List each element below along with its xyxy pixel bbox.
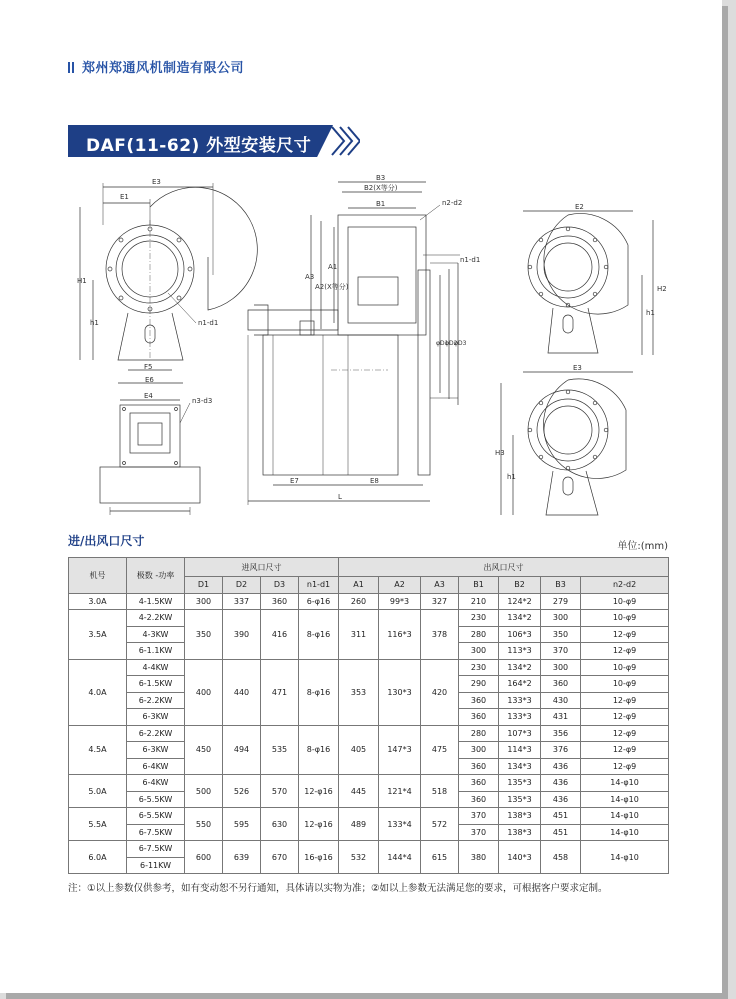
cell-power: 6-2.2KW [127,725,185,742]
cell-b3: 360 [541,676,581,693]
cell-power: 4-2.2KW [127,610,185,627]
header-n2d2: n2-d2 [581,577,669,594]
header-jishu: 极数 -功率 [127,558,185,594]
label-e8: E8 [370,477,379,485]
cell-a2: 144*4 [379,841,421,874]
cell-d3: 416 [261,610,299,660]
cell-n2d2: 12-φ9 [581,643,669,660]
cell-d3: 360 [261,593,299,610]
cell-a2: 99*3 [379,593,421,610]
cell-power: 6-4KW [127,758,185,775]
cell-power: 6-2.2KW [127,692,185,709]
cell-n2d2: 14-φ10 [581,841,669,874]
header-d2: D2 [223,577,261,594]
cell-model: 3.0A [69,593,127,610]
cell-power: 4-4KW [127,659,185,676]
table-row [69,593,669,610]
cell-b3: 458 [541,841,581,874]
cell-power: 6-3KW [127,742,185,759]
cell-b2: 113*3 [499,643,541,660]
cell-a2: 130*3 [379,659,421,725]
cell-n2d2: 12-φ9 [581,692,669,709]
cell-d1: 300 [185,593,223,610]
cell-d3: 630 [261,808,299,841]
cell-b3: 376 [541,742,581,759]
bars-logo-icon [68,61,76,76]
cell-n2d2: 10-φ9 [581,610,669,627]
cell-power: 6-3KW [127,709,185,726]
cell-a1: 532 [339,841,379,874]
label-h1-rear: h1 [646,309,655,317]
dimension-table [68,557,669,874]
base-view [100,392,212,515]
cell-n1d1: 12-φ16 [299,808,339,841]
cell-b3: 370 [541,643,581,660]
cell-a3: 327 [421,593,459,610]
cell-a1: 260 [339,593,379,610]
cell-n2d2: 12-φ9 [581,758,669,775]
cell-d1: 450 [185,725,223,775]
label-h3: H3 [495,449,505,457]
cell-a2: 116*3 [379,610,421,660]
cell-model: 3.5A [69,610,127,660]
cell-b3: 451 [541,808,581,825]
cell-b2: 138*3 [499,824,541,841]
company-name: 郑州郑通风机制造有限公司 [82,61,245,76]
cell-b2: 124*2 [499,593,541,610]
cell-d2: 494 [223,725,261,775]
label-b2: B2(X等分) [364,184,398,192]
cell-a3: 518 [421,775,459,808]
front-view [77,178,257,384]
cell-b2: 134*2 [499,659,541,676]
cell-b3: 431 [541,709,581,726]
cell-d1: 500 [185,775,223,808]
cell-b1: 280 [459,626,499,643]
header-outlet: 出风口尺寸 [339,558,669,577]
header-n1d1: n1-d1 [299,577,339,594]
cell-d1: 600 [185,841,223,874]
label-a2: A2(X等分) [315,283,349,291]
cell-b1: 230 [459,659,499,676]
cell-n2d2: 10-φ9 [581,659,669,676]
cell-d2: 526 [223,775,261,808]
cell-b1: 280 [459,725,499,742]
cell-b2: 133*3 [499,709,541,726]
cell-d3: 670 [261,841,299,874]
cell-b3: 356 [541,725,581,742]
cell-model: 4.5A [69,725,127,775]
outlet-view [495,364,633,515]
label-d1: φD1 [436,340,449,347]
cell-n2d2: 12-φ9 [581,725,669,742]
cell-n1d1: 8-φ16 [299,610,339,660]
label-d2: φD2 [445,340,458,347]
label-e2: E2 [575,203,584,211]
cell-b3: 350 [541,626,581,643]
cell-b3: 279 [541,593,581,610]
cell-power: 4-1.5KW [127,593,185,610]
label-h2: H2 [657,285,667,293]
label-a1: A1 [328,263,338,271]
cell-d3: 570 [261,775,299,808]
cell-power: 6-1.1KW [127,643,185,660]
cell-model: 4.0A [69,659,127,725]
header-a2: A2 [379,577,421,594]
cell-a3: 378 [421,610,459,660]
cell-power: 6-5.5KW [127,791,185,808]
cell-b1: 290 [459,676,499,693]
cell-b1: 380 [459,841,499,874]
label-e4: E4 [144,392,153,400]
cell-d3: 535 [261,725,299,775]
label-d3: φD3 [454,340,467,347]
label-n2d2: n2-d2 [442,199,463,207]
cell-n2d2: 14-φ10 [581,808,669,825]
table-row [69,725,669,742]
header-b2: B2 [499,577,541,594]
cell-a1: 311 [339,610,379,660]
dimension-drawing [68,165,668,523]
cell-d1: 350 [185,610,223,660]
page-shadow-bottom [6,993,728,999]
cell-power: 6-4KW [127,775,185,792]
cell-b1: 370 [459,808,499,825]
cell-n2d2: 14-φ10 [581,791,669,808]
cell-a1: 445 [339,775,379,808]
cell-b1: 360 [459,692,499,709]
cell-b2: 138*3 [499,808,541,825]
cell-a1: 353 [339,659,379,725]
cell-n1d1: 8-φ16 [299,725,339,775]
cell-n1d1: 6-φ16 [299,593,339,610]
header-a1: A1 [339,577,379,594]
table-row [69,775,669,792]
cell-d1: 400 [185,659,223,725]
header-b1: B1 [459,577,499,594]
page-title: DAF(11-62) 外型安装尺寸 [86,136,312,156]
cell-b2: 134*2 [499,610,541,627]
header-d1: D1 [185,577,223,594]
cell-n2d2: 14-φ10 [581,775,669,792]
cell-b3: 436 [541,775,581,792]
cell-a3: 572 [421,808,459,841]
cell-b2: 134*3 [499,758,541,775]
table-row [69,841,669,858]
header-b3: B3 [541,577,581,594]
page-shadow-right [722,6,728,999]
cell-b3: 451 [541,824,581,841]
cell-b1: 300 [459,643,499,660]
cell-n2d2: 14-φ10 [581,824,669,841]
label-e7: E7 [290,477,299,485]
label-f5: F5 [144,363,153,371]
cell-power: 6-1.5KW [127,676,185,693]
cell-model: 5.5A [69,808,127,841]
cell-b3: 436 [541,791,581,808]
unit-label: 单位:(mm) [617,541,668,552]
cell-b3: 300 [541,610,581,627]
label-h1-outlet: h1 [507,473,516,481]
label-h1-upper: H1 [77,277,87,285]
cell-b2: 133*3 [499,692,541,709]
cell-d2: 639 [223,841,261,874]
label-l: L [338,493,342,501]
label-h1-lower: h1 [90,319,99,327]
cell-power: 6-7.5KW [127,841,185,858]
label-b1: B1 [376,200,386,208]
cell-a2: 121*4 [379,775,421,808]
label-a3: A3 [305,273,315,281]
table-row [69,659,669,676]
cell-a2: 133*4 [379,808,421,841]
cell-d3: 471 [261,659,299,725]
cell-b1: 230 [459,610,499,627]
table-row [69,610,669,627]
cell-n2d2: 12-φ9 [581,742,669,759]
cell-n1d1: 16-φ16 [299,841,339,874]
cell-b3: 300 [541,659,581,676]
header-jihao: 机号 [69,558,127,594]
header-a3: A3 [421,577,459,594]
footnote: 注：①以上参数仅供参考，如有变动恕不另行通知，具体请以实物为准；②如以上参数无法满足您的要求，可根据客户要求定制。 [68,883,608,894]
cell-n2d2: 10-φ9 [581,676,669,693]
cell-model: 6.0A [69,841,127,874]
cell-n1d1: 12-φ16 [299,775,339,808]
cell-n2d2: 12-φ9 [581,709,669,726]
section-title: 进/出风口尺寸 [68,534,145,548]
cell-b3: 436 [541,758,581,775]
label-e3-right: E3 [573,364,582,372]
cell-b2: 106*3 [499,626,541,643]
table-body [69,593,669,874]
cell-b2: 140*3 [499,841,541,874]
cell-d2: 440 [223,659,261,725]
label-e1: E1 [120,193,129,201]
cell-a3: 475 [421,725,459,775]
cell-n2d2: 10-φ9 [581,593,669,610]
cell-b1: 300 [459,742,499,759]
header-d3: D3 [261,577,299,594]
cell-b2: 135*3 [499,775,541,792]
slash-decoration-icon [328,125,360,157]
cell-power: 6-11KW [127,857,185,874]
label-n1d1-side: n1-d1 [460,256,481,264]
label-e3: E3 [152,178,161,186]
header-inlet: 进风口尺寸 [185,558,339,577]
cell-b1: 210 [459,593,499,610]
cell-model: 5.0A [69,775,127,808]
cell-b2: 135*3 [499,791,541,808]
cell-d1: 550 [185,808,223,841]
label-b3: B3 [376,174,386,182]
label-n1d1-front: n1-d1 [198,319,219,327]
rear-view [523,203,667,355]
cell-n1d1: 8-φ16 [299,659,339,725]
cell-b1: 360 [459,709,499,726]
cell-d2: 337 [223,593,261,610]
cell-a1: 489 [339,808,379,841]
cell-b2: 114*3 [499,742,541,759]
cell-power: 6-5.5KW [127,808,185,825]
label-n3d3: n3-d3 [192,397,213,405]
cell-b1: 370 [459,824,499,841]
cell-b2: 164*2 [499,676,541,693]
cell-a3: 615 [421,841,459,874]
cell-b3: 430 [541,692,581,709]
cell-b1: 360 [459,758,499,775]
label-e6: E6 [145,376,154,384]
cell-a1: 405 [339,725,379,775]
cell-b1: 360 [459,775,499,792]
table-row [69,808,669,825]
cell-d2: 390 [223,610,261,660]
cell-n2d2: 12-φ9 [581,626,669,643]
cell-a2: 147*3 [379,725,421,775]
cell-power: 6-7.5KW [127,824,185,841]
cell-d2: 595 [223,808,261,841]
cell-b1: 360 [459,791,499,808]
cell-a3: 420 [421,659,459,725]
cell-b2: 107*3 [499,725,541,742]
company-header [68,57,244,76]
side-view [248,174,480,505]
cell-power: 4-3KW [127,626,185,643]
